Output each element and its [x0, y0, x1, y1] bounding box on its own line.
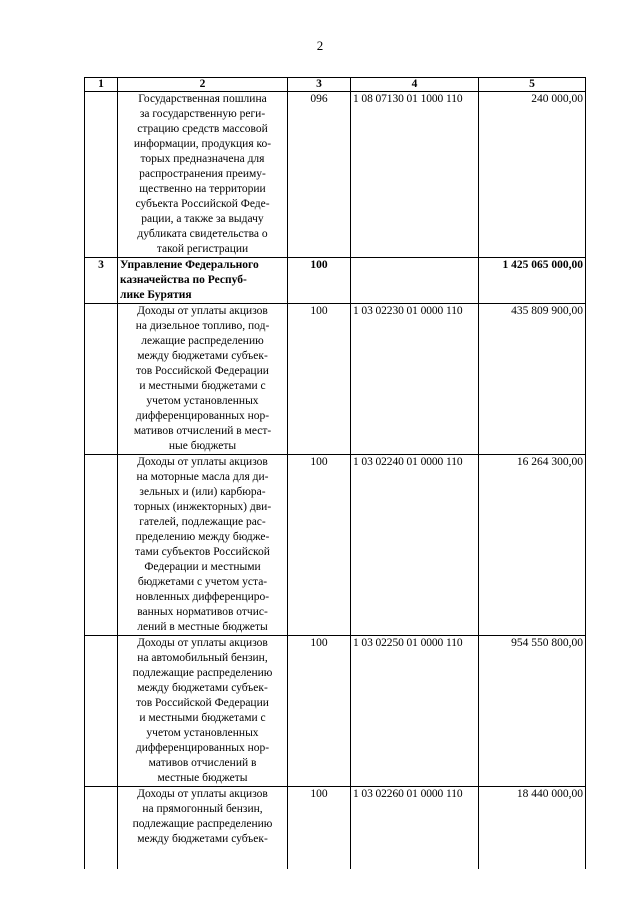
row-number — [85, 304, 118, 455]
admin-code: 100 — [288, 787, 351, 870]
table-row — [85, 304, 586, 455]
row-number — [85, 92, 118, 258]
revenue-name: Доходы от уплаты акцизов на моторные масла для ди- зельных и (или) карбюра- торных (инжекторных) дви- гателей, подлежащие рас- пределению между бюдже- тами субъектов Российской Федерации и местными бюджетами с учетом уста- новленных дифференциро- ванных нормативов отчис- лений в местные бюджеты — [118, 455, 288, 636]
header-cell-4: 4 — [351, 78, 479, 92]
revenue-name: Доходы от уплаты акцизов на дизельное топливо, под- лежащие распределению между бюджетами субъек- тов Российской Федерации и местными бюджетами с учетом установленных дифференцированных нор- мативов отчислений в мест- ные бюджеты — [118, 304, 288, 455]
admin-code: 100 — [288, 455, 351, 636]
revenue-name: Доходы от уплаты акцизов на автомобильный бензин, подлежащие распределению между бюджетами субъек- тов Российской Федерации и местными бюджетами с учетом установленных дифференцированных нор- мативов отчислений в местные бюджеты — [118, 636, 288, 787]
row-number — [85, 455, 118, 636]
header-cell-1: 1 — [85, 78, 118, 92]
row-number — [85, 787, 118, 870]
table-row — [85, 636, 586, 787]
revenue-name: Доходы от уплаты акцизов на прямогонный бензин, подлежащие распределению между бюджетами субъек- — [118, 787, 288, 870]
admin-code: 100 — [288, 304, 351, 455]
admin-code: 096 — [288, 92, 351, 258]
header-cell-3: 3 — [288, 78, 351, 92]
header-cell-2: 2 — [118, 78, 288, 92]
revenue-name: Государственная пошлина за государственную реги- страцию средств массовой информации, продукция ко- торых предназначена для распространения преиму- щественно на территории субъекта Российской Феде- рации, а также за выдачу дубликата свидетельства о такой регистрации — [118, 92, 288, 258]
page-number: 2 — [316, 38, 324, 53]
admin-code: 100 — [288, 636, 351, 787]
amount: 1 425 065 000,00 — [479, 258, 586, 304]
budget-classification-code: 1 03 02260 01 0000 110 — [351, 787, 479, 870]
budget-classification-code: 1 03 02230 01 0000 110 — [351, 304, 479, 455]
amount: 240 000,00 — [479, 92, 586, 258]
budget-classification-code: 1 03 02250 01 0000 110 — [351, 636, 479, 787]
amount: 16 264 300,00 — [479, 455, 586, 636]
admin-code: 100 — [288, 258, 351, 304]
table-header-row — [85, 78, 586, 92]
budget-revenue-table — [84, 77, 586, 869]
header-cell-5: 5 — [479, 78, 586, 92]
table-row — [85, 455, 586, 636]
row-number: 3 — [85, 258, 118, 304]
budget-classification-code — [351, 258, 479, 304]
amount: 954 550 800,00 — [479, 636, 586, 787]
administrator-name: Управление Федерального казначейства по Респуб- лике Бурятия — [118, 258, 288, 304]
table-row — [85, 258, 586, 304]
table-row — [85, 787, 586, 870]
budget-classification-code: 1 03 02240 01 0000 110 — [351, 455, 479, 636]
budget-classification-code: 1 08 07130 01 1000 110 — [351, 92, 479, 258]
amount: 18 440 000,00 — [479, 787, 586, 870]
row-number — [85, 636, 118, 787]
amount: 435 809 900,00 — [479, 304, 586, 455]
table-row — [85, 92, 586, 258]
